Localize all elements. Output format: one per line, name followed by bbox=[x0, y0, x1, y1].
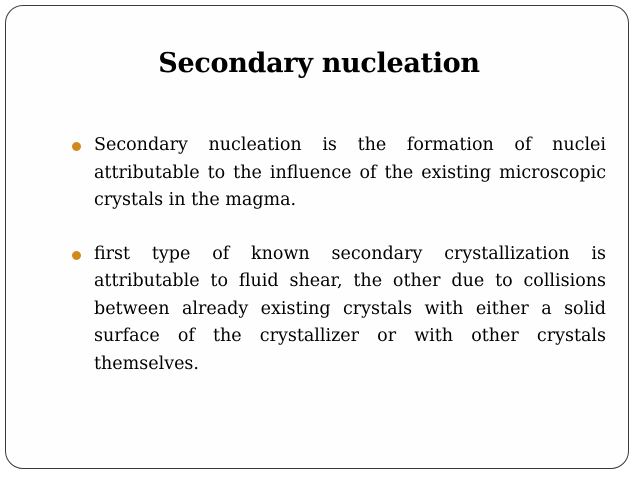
bullet-text: Secondary nucleation is the formation of nuclei attributable to the influence of the existing microscopic crystals in the magma. bbox=[94, 135, 606, 210]
bullet-dot-icon bbox=[72, 142, 81, 151]
bullet-item bbox=[72, 132, 606, 215]
bullet-item bbox=[72, 241, 606, 379]
bullet-text: first type of known secondary crystallization is attributable to fluid shear, the other due to collisions between already existing crystals with either a solid surface of the crystallizer or with other crystals themselves. bbox=[94, 243, 606, 374]
bullet-dot-icon bbox=[72, 251, 81, 260]
bullet-list bbox=[72, 132, 606, 404]
slide-title: Secondary nucleation bbox=[158, 48, 480, 79]
